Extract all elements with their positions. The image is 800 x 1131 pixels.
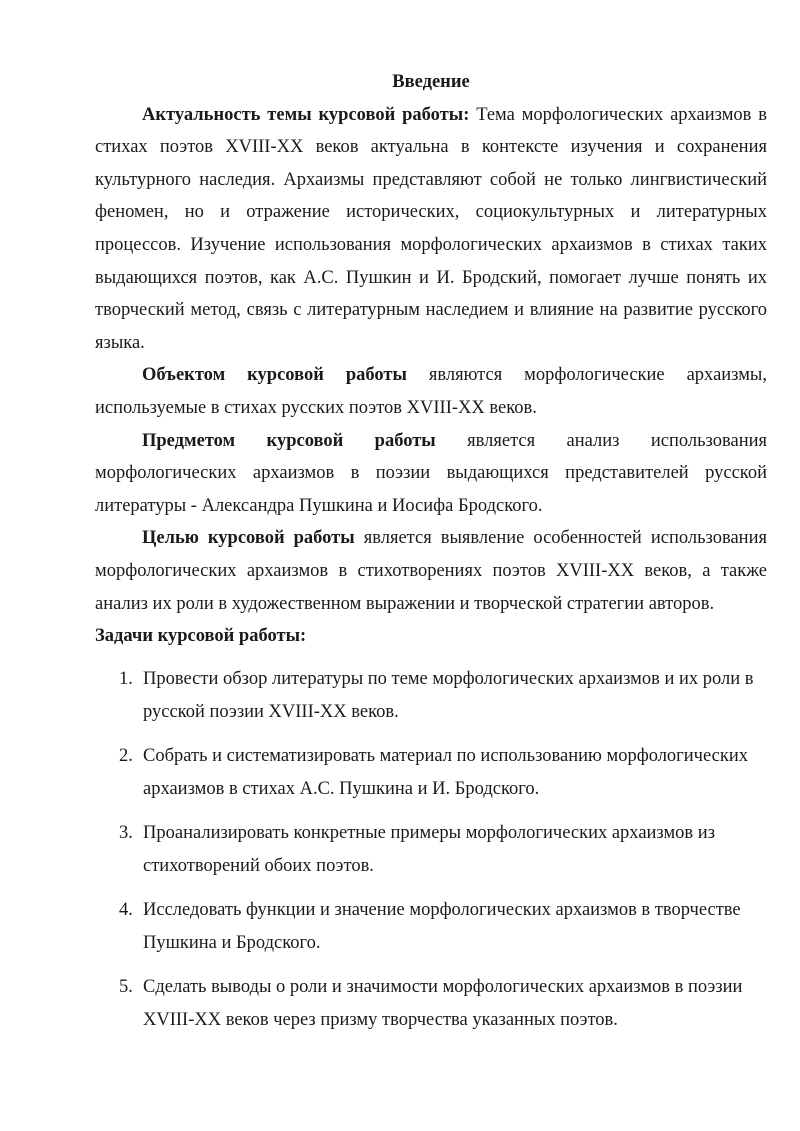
object-text: являются морфологические архаизмы, используемые в стихах русских поэтов XVIII-XX веков. [95,365,767,418]
relevance-text: Тема морфологических архаизмов в стихах поэтов XVIII-XX веков актуальна в контексте изучения и сохранения культурного наследия. Архаизмы представляют собой не только лингвистический феномен, но и отражение исторических, социокультурных и литературных процессов. Изучение использования морфологических архаизмов в стихах таких выдающихся поэтов, как А.С. Пушкин и И. Бродский, помогает лучше понять их творческий метод, связь с литературным наследием и влияние на развитие русского языка. [95,104,767,353]
object-lead: Объектом курсовой работы [142,365,407,386]
goal-paragraph [95,522,767,620]
subject-lead: Предметом курсовой работы [142,430,436,451]
tasks-heading: Задачи курсовой работы: [95,626,307,647]
relevance-paragraph [95,99,767,360]
list-item-text: Исследовать функции и значение морфологических архаизмов в творчестве Пушкина и Бродского. [143,899,741,953]
object-paragraph [95,359,767,424]
list-item-number: 1. [119,668,133,689]
list-item-text: Сделать выводы о роли и значимости морфологических архаизмов в поэзии XVIII-XX веков через призму творчества указанных поэтов. [143,976,743,1030]
list-item [95,971,767,1037]
list-item-number: 5. [119,976,133,997]
list-item-text: Собрать и систематизировать материал по использованию морфологических архаизмов в стихах А.С. Пушкина и И. Бродского. [143,745,748,799]
document-title: Введение [392,72,470,92]
list-item-text: Проанализировать конкретные примеры морфологических архаизмов из стихотворений обоих поэтов. [143,822,716,876]
list-item-number: 4. [119,899,133,920]
list-item [95,894,767,960]
list-item-number: 3. [119,822,133,843]
goal-text: является выявление особенностей использования морфологических архаизмов в стихотворениях поэтов XVIII-XX веков, а также анализ их роли в художественном выражении и творческой стратегии авторов. [95,528,767,614]
tasks-list [95,663,767,1037]
list-item [95,663,767,729]
goal-lead: Целью курсовой работы [142,528,355,549]
relevance-lead: Актуальность темы курсовой работы: [142,104,470,125]
list-item-text: Провести обзор литературы по теме морфологических архаизмов и их роли в русской поэзии XVIII-XX веков. [143,668,754,722]
document-page [95,66,767,1048]
list-item-number: 2. [119,745,133,766]
subject-text: является анализ использования морфологических архаизмов в поэзии выдающихся представителей русской литературы - Александра Пушкина и Иосифа Бродского. [95,430,767,516]
list-item [95,817,767,883]
list-item [95,740,767,806]
subject-paragraph [95,425,767,523]
